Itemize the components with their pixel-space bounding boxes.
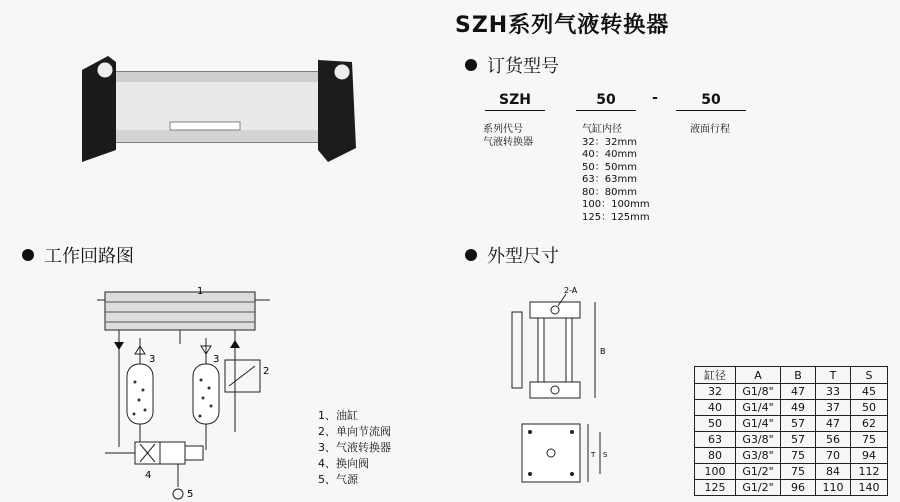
bore-option: 125：125mm: [582, 211, 650, 223]
label-2a: 2-A: [564, 286, 578, 295]
num-4: 4: [145, 470, 152, 481]
circuit-heading: 工作回路图: [22, 242, 134, 268]
legend-item: 1、油缸: [318, 409, 358, 422]
bore-option: 100：100mm: [582, 199, 650, 210]
dims-heading: 外型尺寸: [465, 242, 559, 268]
label-b: B: [600, 347, 606, 356]
bore-option: 50：50mm: [582, 161, 637, 173]
code-bore: 50: [576, 92, 636, 111]
code-series: SZH: [485, 92, 545, 111]
bullet-icon: [22, 249, 34, 261]
nameplate: [170, 122, 240, 130]
code-dash: -: [652, 90, 658, 106]
label-s: S: [603, 451, 608, 459]
oil-cylinder: [105, 292, 255, 330]
bore-option: 80：80mm: [582, 186, 637, 198]
bore-list: 气缸内径 32：32mm 40：40mm 50：50mm 63：63mm 80：80mm 100：100mm 125：125mm: [582, 124, 650, 223]
series-label: 系列代号 气液转换器: [483, 124, 533, 148]
bullet-icon: [465, 249, 477, 261]
num-5: 5: [187, 489, 194, 500]
num-3b: 3: [213, 354, 220, 365]
table-row: 100 G1/2" 75 84 112: [695, 464, 888, 480]
legend-item: 5、气源: [318, 473, 358, 486]
table-row: 32 G1/8" 47 33 45: [695, 384, 888, 400]
stroke-label: 液面行程: [690, 124, 730, 135]
table-row: 40 G1/4" 49 37 50: [695, 400, 888, 416]
num-3a: 3: [149, 354, 156, 365]
bore-option: 40：40mm: [582, 149, 637, 160]
table-row: 125 G1/2" 96 110 140: [695, 480, 888, 496]
converter-2: [193, 364, 219, 424]
legend-item: 2、单向节流阀: [318, 425, 391, 438]
circuit-diagram: [85, 282, 295, 502]
bore-option: 63：63mm: [582, 174, 637, 185]
page-title: SZH系列气液转换器: [455, 13, 670, 38]
table-row: 50 G1/4" 57 47 62: [695, 416, 888, 432]
table-row: 63 G3/8" 57 56 75: [695, 432, 888, 448]
label-t: T: [591, 451, 596, 459]
circuit-legend: [318, 408, 391, 488]
bore-option: 32：32mm: [582, 136, 637, 148]
code-stroke: 50: [676, 92, 746, 111]
table-header: 缸径 A B T S: [695, 367, 888, 384]
order-heading: [465, 52, 559, 78]
table-row: 80 G3/8" 75 70 94: [695, 448, 888, 464]
dimension-table: [694, 366, 888, 496]
converter-1: [127, 364, 153, 424]
bullet-icon: [465, 59, 477, 71]
air-source-icon: [173, 489, 183, 499]
legend-item: 3、气液转换器: [318, 441, 391, 454]
dimension-drawing: [500, 282, 630, 502]
num-1: 1: [197, 286, 204, 297]
num-2: 2: [263, 366, 270, 377]
legend-item: 4、换向阀: [318, 457, 369, 470]
order-heading-text: 订货型号: [487, 56, 559, 77]
product-photo: [60, 50, 365, 175]
